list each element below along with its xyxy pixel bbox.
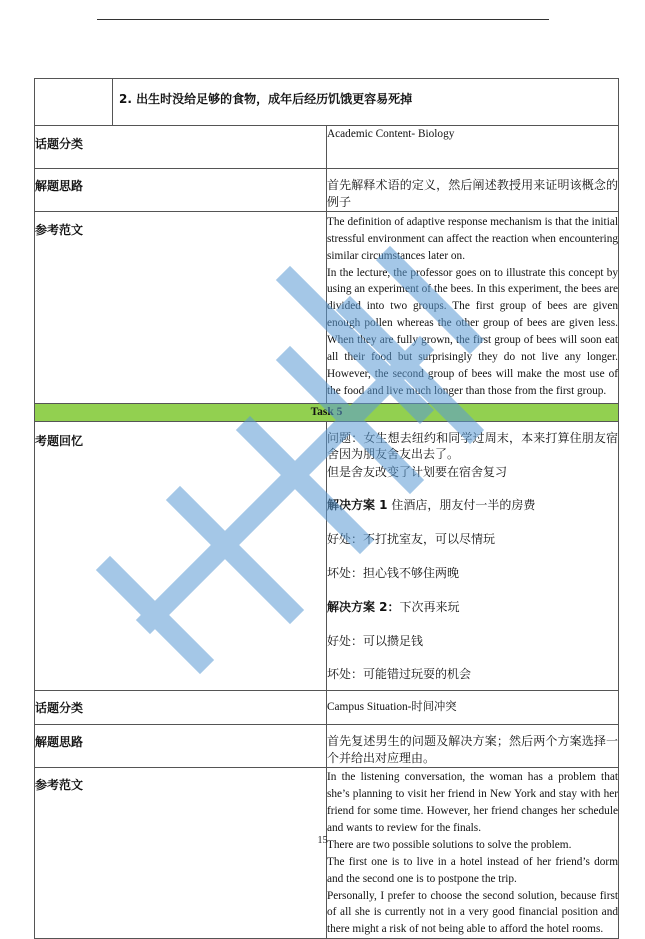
recall-label: 考题回忆 [35,433,84,448]
recall-line: 问题：女生想去纽约和同学过周末，本来打算住朋友宿舍因为朋友舍友出去了。 [327,430,618,461]
task-header-row [35,403,619,421]
approach-label: 解题思路 [35,735,84,750]
task-title: Task 5 [35,403,619,421]
approach-value: 首先解释术语的定义，然后阐述教授用来证明该概念的例子 [327,169,619,212]
category-value: Campus Situation-时间冲突 [327,691,619,725]
header-rule [97,19,549,20]
table-row [35,421,619,691]
table-row [35,725,619,768]
table-row [35,211,619,403]
table-row [35,691,619,725]
category-value: Academic Content- Biology [327,126,619,169]
category-label: 话题分类 [35,701,84,716]
recall-line: 坏处：可能错过玩耍的机会 [327,667,472,682]
essay-paragraph: There are two possible solutions to solve the problem. [327,838,572,851]
sample-label: 参考范文 [35,222,84,237]
recall-line: 坏处：担心钱不够住两晚 [327,565,460,580]
recall-content [327,421,619,691]
recall-line: 解决方案 2：下次再来玩 [327,599,460,614]
table-row [35,79,619,126]
empty-cell [35,79,113,125]
essay-paragraph: The definition of adaptive response mechanism is that the initial stressful environment can affect the reaction when encountering similar circumstances later on. [327,215,618,262]
page-number: 15 [317,835,328,846]
essay-paragraph: In the lecture, the professor goes on to illustrate this concept by using an experiment of the bees. In this experiment, the bees are divided into two groups. The first group of bees are given enough pollen whereas the other group of bees are given less. When they are fully grown, the first group of bees will soon eat all their food but surprisingly they do not live any longer. However, the second group of bees will make the most use of the food and live much longer than those from the first group. [327,266,618,397]
table-row [35,169,619,212]
essay-paragraph: The first one is to live in a hotel instead of her friend’s dorm and the second one is to postpone the trip. [327,855,618,885]
point-text: 2. 出生时没给足够的食物，成年后经历饥饿更容易死掉 [119,92,413,106]
sample-essay [327,768,619,939]
sample-label: 参考范文 [35,778,84,793]
category-label: 话题分类 [35,137,84,151]
essay-paragraph: In the listening conversation, the woman has a problem that she’s planning to visit her friend in New York and stay with her friend for some time. However, her friend changes her schedule and wants to review for the finals. [327,771,618,834]
sample-essay [327,211,619,403]
essay-paragraph: Personally, I prefer to choose the second solution, because first of all she is currently not in a very good financial position and there might a risk of not being able to afford the hotel rooms. [327,889,618,936]
recall-line: 解决方案 1 住酒店，朋友付一半的房费 [327,498,536,513]
recall-line: 好处：可以攒足钱 [327,633,424,648]
table-row [35,768,619,939]
recall-line: 好处：不打扰室友，可以尽情玩 [327,532,496,547]
approach-value: 首先复述男生的问题及解决方案；然后两个方案选择一个并给出对应理由。 [327,725,619,768]
table-row [35,126,619,169]
recall-line: 但是舍友改变了计划要在宿舍复习 [327,464,508,479]
approach-label: 解题思路 [35,179,84,193]
content-table [34,78,619,939]
